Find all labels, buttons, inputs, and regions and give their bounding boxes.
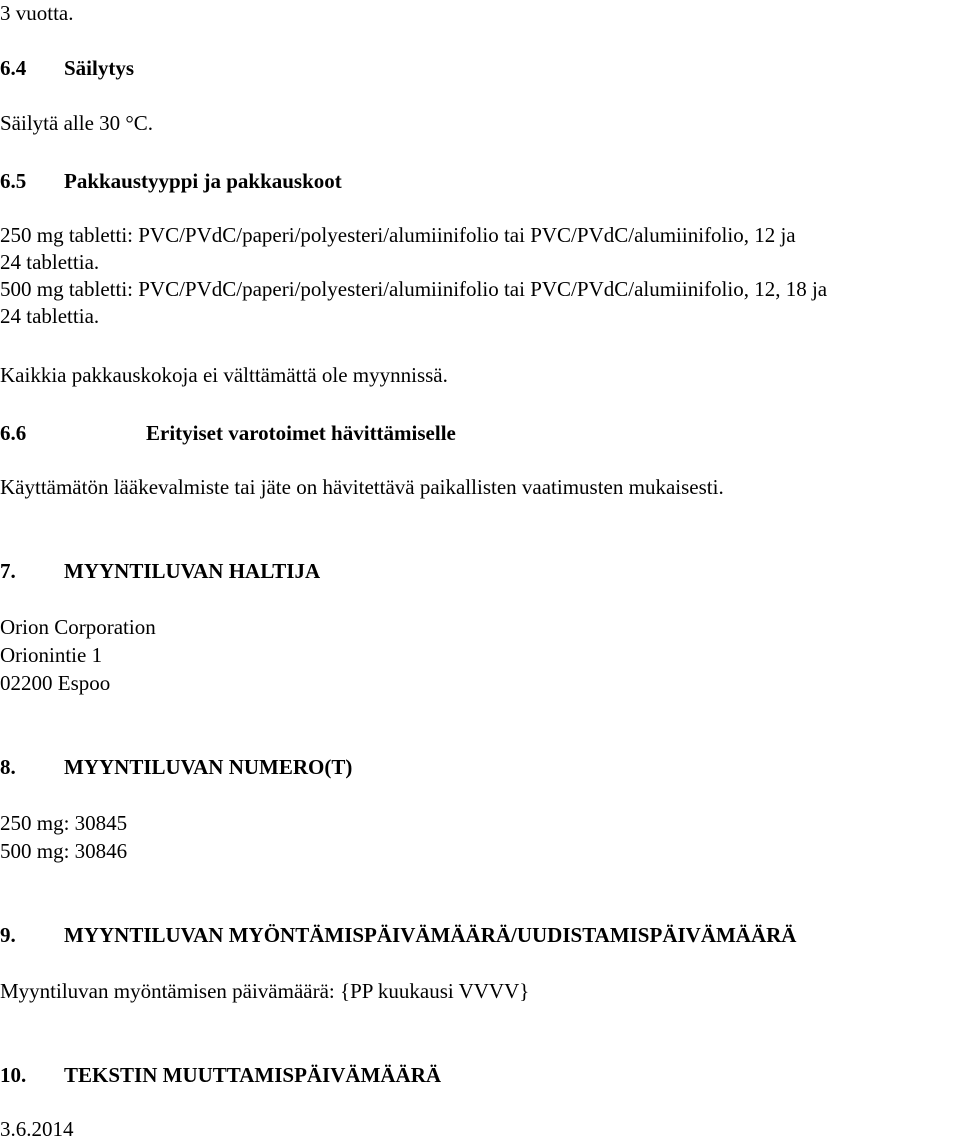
storage-text: Säilytä alle 30 °C. — [0, 111, 154, 135]
section-10-heading — [0, 1062, 441, 1088]
section-8-heading — [0, 754, 352, 780]
holder-city: 02200 Espoo — [0, 671, 111, 695]
section-title: MYYNTILUVAN HALTIJA — [64, 559, 321, 583]
license-number-500: 500 mg: 30846 — [0, 839, 128, 863]
section-title: Erityiset varotoimet hävittämiselle — [146, 421, 456, 445]
section-title: Pakkaustyyppi ja pakkauskoot — [64, 169, 342, 193]
section-number: 7. — [0, 559, 16, 583]
section-6-4-heading — [0, 55, 134, 81]
section-title: TEKSTIN MUUTTAMISPÄIVÄMÄÄRÄ — [64, 1063, 442, 1087]
pack-250-line-1: 250 mg tabletti: PVC/PVdC/paperi/polyesteri/alumiinifolio tai PVC/PVdC/alumiinifolio, 12 ja — [0, 223, 796, 247]
section-9-heading — [0, 922, 796, 948]
holder-street: Orionintie 1 — [0, 643, 103, 667]
section-7-heading — [0, 558, 320, 584]
shelf-life-text: 3 vuotta. — [0, 1, 74, 25]
section-6-6-heading — [0, 420, 456, 446]
section-number: 6.5 — [0, 169, 27, 193]
section-number: 10. — [0, 1063, 27, 1087]
section-number: 9. — [0, 923, 16, 947]
section-6-5-heading — [0, 168, 342, 194]
holder-name: Orion Corporation — [0, 615, 156, 639]
section-number: 6.4 — [0, 56, 27, 80]
pack-250-line-2: 24 tablettia. — [0, 250, 100, 274]
disposal-text: Käyttämätön lääkevalmiste tai jäte on hävitettävä paikallisten vaatimusten mukaisesti. — [0, 475, 724, 499]
revision-date: 3.6.2014 — [0, 1117, 74, 1141]
section-title: MYYNTILUVAN NUMERO(T) — [64, 755, 353, 779]
grant-date-text: Myyntiluvan myöntämisen päivämäärä: {PP kuukausi VVVV} — [0, 979, 530, 1003]
section-title: Säilytys — [64, 56, 135, 80]
license-number-250: 250 mg: 30845 — [0, 811, 128, 835]
pack-availability-note: Kaikkia pakkauskokoja ei välttämättä ole myynnissä. — [0, 363, 448, 387]
pack-500-line-2: 24 tablettia. — [0, 304, 100, 328]
pack-500-line-1: 500 mg tabletti: PVC/PVdC/paperi/polyesteri/alumiinifolio tai PVC/PVdC/alumiinifolio, 12, 18 ja — [0, 277, 828, 301]
section-number: 6.6 — [0, 421, 27, 445]
section-title: MYYNTILUVAN MYÖNTÄMISPÄIVÄMÄÄRÄ/UUDISTAMISPÄIVÄMÄÄRÄ — [64, 923, 797, 947]
section-number: 8. — [0, 755, 16, 779]
